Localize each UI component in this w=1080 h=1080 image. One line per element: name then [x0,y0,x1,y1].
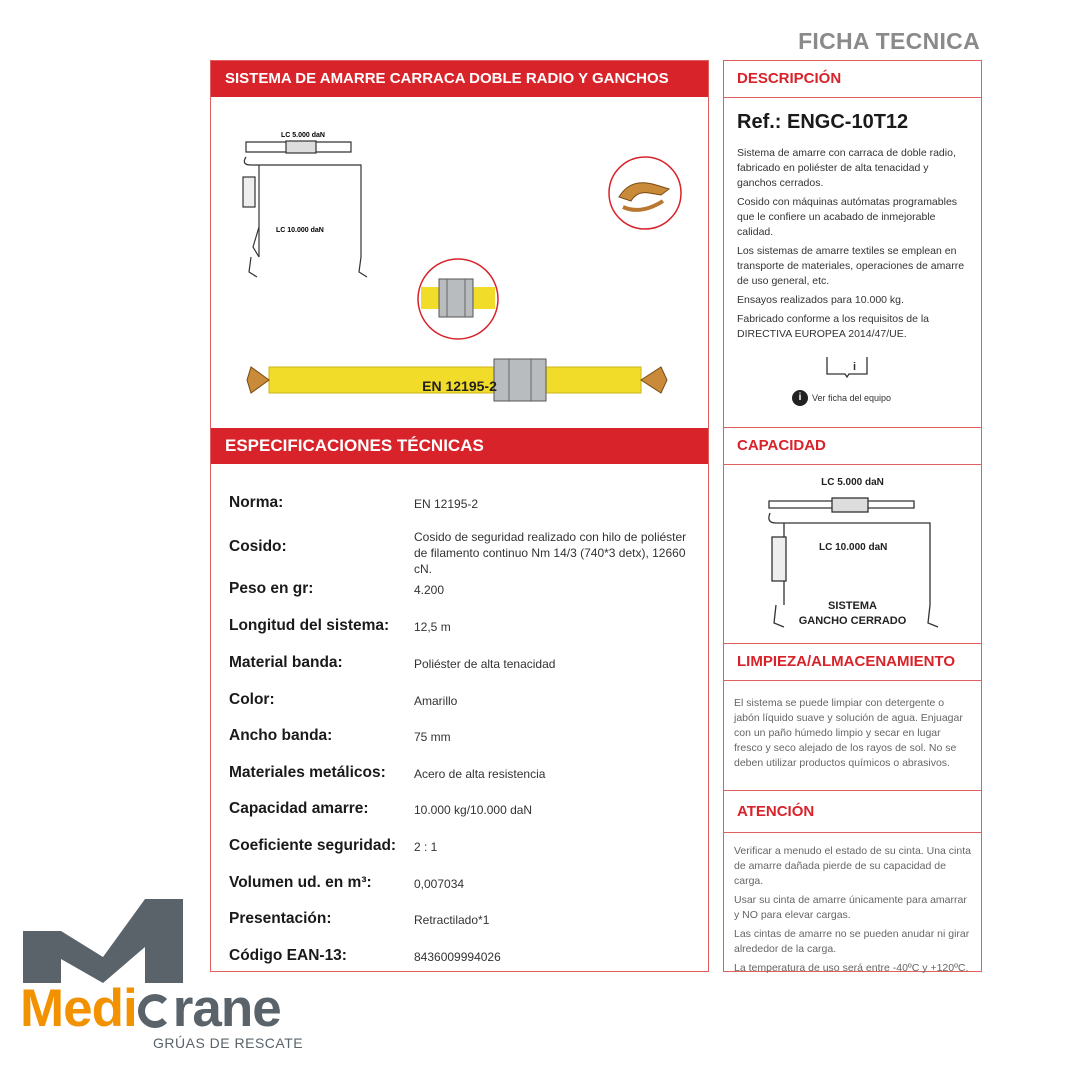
logo-hook-icon [138,994,172,1028]
desc-paragraph: Fabricado conforme a los requisitos de la DIRECTIVA EUROPEA 2014/47/UE. [737,313,930,340]
logo-wordmark [20,979,281,1039]
equipment-sheet-link[interactable] [792,390,891,406]
spec-value: 8436009994026 [414,950,501,964]
schematic-lc-top: LC 5.000 daN [281,132,325,139]
limpieza-heading: LIMPIEZA/ALMACENAMIENTO [737,653,956,670]
spec-label: Volumen ud. en m³: [229,874,372,891]
spec-value: 75 mm [414,730,451,744]
spec-label: Presentación: [229,910,332,927]
capacidad-heading: CAPACIDAD [737,437,826,454]
spec-label: Materiales metálicos: [229,764,386,781]
schematic-diagram [243,141,367,277]
descripcion-text [737,146,969,342]
spec-label: Ancho banda: [229,727,333,744]
page-title: FICHA TECNICA [798,28,980,54]
spec-value: EN 12195-2 [414,497,479,511]
descripcion-heading: DESCRIPCIÓN [737,70,842,87]
ratchet-detail-icon [418,259,498,339]
schematic-lc-bottom: LC 10.000 daN [276,227,324,234]
spec-label: Capacidad amarre: [229,800,369,817]
capacity-lc-top: LC 5.000 daN [821,477,884,488]
product-panel [210,60,709,972]
desc-paragraph: Cosido con máquinas autómatas programables que le confiere un acabado de inmejorable calidad. [737,196,958,238]
svg-text:i: i [853,361,857,373]
spec-value: Acero de alta resistencia [414,767,546,781]
logo-word-medi: Medi [20,979,137,1038]
spec-value: 12,5 m [414,620,451,634]
norm-caption: EN 12195-2 [422,378,497,394]
capacity-lc-bottom: LC 10.000 daN [819,542,888,553]
spec-label: Color: [229,691,275,708]
product-ref: Ref.: ENGC-10T12 [737,111,909,133]
system-line: GANCHO CERRADO [798,615,907,627]
info-badge-icon: i [792,390,808,406]
medicrane-logo [20,895,320,1055]
atencion-paragraph: Las cintas de amarre no se pueden anudar ni girar alrededor de la carga. [734,928,970,955]
hook-detail-icon [609,157,681,229]
atencion-paragraph: Usar su cinta de amarre únicamente para amarrar y NO para elevar cargas. [734,894,967,921]
spec-label: Código EAN-13: [229,947,347,964]
logo-tagline: GRÚAS DE RESCATE [153,1035,304,1051]
equipment-sheet-link-label: Ver ficha del equipo [812,393,892,403]
spec-value: Retractilado*1 [414,913,490,927]
spec-value: 10.000 kg/10.000 daN [414,803,533,817]
spec-label: Material banda: [229,654,343,671]
logo-word-rane: rane [172,979,281,1038]
spec-label: Peso en gr: [229,580,314,597]
spec-label: Longitud del sistema: [229,617,390,634]
atencion-paragraph: La temperatura de uso será entre -40ºC y +120ºC. [734,962,969,974]
spec-value: 0,007034 [414,877,465,891]
main-title: SISTEMA DE AMARRE CARRACA DOBLE RADIO Y GANCHOS CERRADOS [211,61,708,97]
limpieza-text: El sistema se puede limpiar con detergente o jabón líquido suave y solución de agua. Enjuagar con un paño húmedo limpio y secar en lugar fresco y seco alejado de los rayos de sol. No se deben utilizar productos químicos o abrasivos. [734,697,963,769]
logo-m-mark [23,895,185,983]
atencion-text [734,844,972,976]
desc-paragraph: Ensayos realizados para 10.000 kg. [737,294,904,306]
desc-paragraph: Los sistemas de amarre textiles se emplean en transporte de materiales, operaciones de amarre de uso general, etc. [737,245,965,287]
system-line: SISTEMA [828,600,877,612]
spec-value: Amarillo [414,694,458,708]
specs-title: ESPECIFICACIONES TÉCNICAS [211,428,708,464]
spec-label: Norma: [229,494,284,511]
spec-value: Poliéster de alta tenacidad [414,657,556,671]
spec-label: Cosido: [229,538,287,555]
capacity-system-label [724,599,981,629]
book-info-icon [824,354,870,380]
spec-value: Cosido de seguridad realizado con hilo de poliéster de filamento continuo Nm 14/3 (740*3 detx), 12660 cN. [414,530,687,576]
atencion-heading: ATENCIÓN [737,803,815,820]
info-panel [723,60,982,972]
spec-label: Coeficiente seguridad: [229,837,397,854]
spec-value: 4.200 [414,583,445,597]
spec-value: 2 : 1 [414,840,438,854]
desc-paragraph: Sistema de amarre con carraca de doble radio, fabricado en poliéster de alta tenacidad y ganchos cerrados. [737,147,956,189]
atencion-paragraph: Verificar a menudo el estado de su cinta. Una cinta de amarre dañada pierde de su capacidad de carga. [734,845,971,887]
